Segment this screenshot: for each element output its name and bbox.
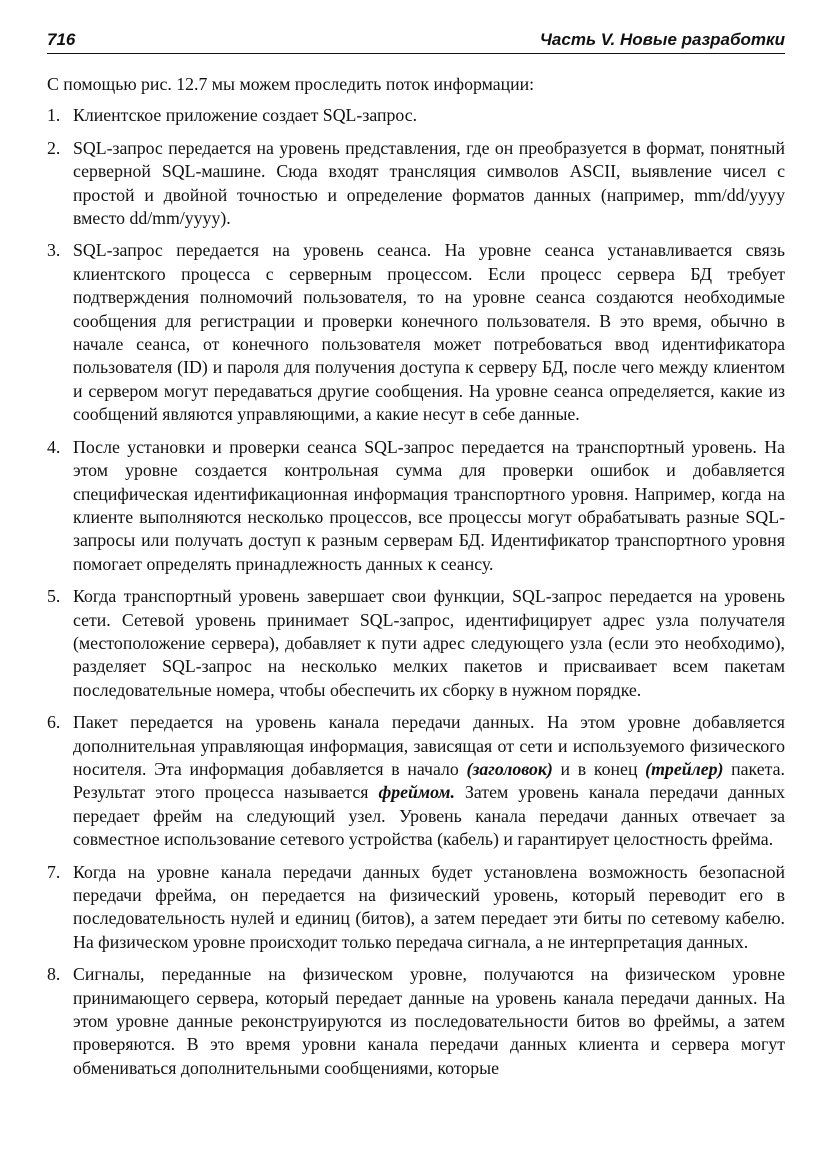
list-item-text [73,963,785,1080]
text-segment: Сигналы, переданные на физическом уровне, получаются на физическом уровне принимающего сервера, который передает данные на уровень канала передачи данных. На этом уровне данные реконструируются из последовательности битов во фреймы, а затем проверяются. В это время уровни канала передачи данных клиента и сервера могут обмениваться дополнительными сообщениями, которые [73,964,785,1078]
list-item-number: 1. [47,105,61,126]
text-segment: После установки и проверки сеанса SQL-запрос передается на транспортный уровень. На этом уровне создается контрольная сумма для проверки ошибок и добавляется специфическая идентификационная информация транспортного уровня. Например, когда на клиенте выполняются несколько процессов, все процессы могут обрабатывать разные SQL-запросы или получать доступ к разным серверам БД. Идентификатор транспортного уровня помогает определять принадлежность данных к сеансу. [73,436,785,574]
text-segment: Клиентское приложение создает SQL-запрос. [73,105,418,126]
list-item [47,585,785,702]
list-item [47,137,785,231]
list-item-text [73,239,785,426]
book-page [47,30,785,1089]
list-item [47,711,785,851]
emphasized-term: (заголовок) [466,758,553,779]
intro-paragraph: С помощью рис. 12.7 мы можем проследить поток информации: [47,74,535,94]
list-item-text [73,137,785,231]
emphasized-term: фреймом. [378,782,455,803]
numbered-list [47,104,785,1080]
text-segment: Когда на уровне канала передачи данных будет установлена возможность безопасной передачи фрейма, он передается на физический уровень, который переводит его в последовательность нулей и единиц (битов), а затем передает эти биты по сетевому кабелю. На физическом уровне происходит только передача сигнала, а не интерпретация данных. [73,861,785,952]
list-item-number: 2. [47,137,61,158]
text-segment: Когда транспортный уровень завершает свои функции, SQL-запрос передается на уровень сети. Сетевой уровень принимает SQL-запрос, идентифицирует адрес узла получателя (местоположение сервера), добавляет к пути адрес следующего узла (если это необходимо), разделяет SQL-запрос на несколько мелких пакетов и присваивает всем пакетам последовательные номера, чтобы обеспечить их сборку в нужном порядке. [73,586,785,700]
list-item-text [73,861,785,955]
list-item-number: 4. [47,436,61,457]
list-item-text [73,585,785,702]
list-item-number: 3. [47,240,61,261]
text-segment: и в конец [552,758,646,779]
list-item [47,963,785,1080]
running-head [47,30,785,54]
list-item-text [73,436,785,576]
text-segment: Затем уровень канала передачи данных передает фрейм на следующий узел. Уровень канала передачи данных отвечает за совместное использование сетевого устройства (кабель) и гарантирует целостность фрейма. [73,782,785,850]
list-item [47,861,785,955]
list-item-text [73,104,785,127]
text-segment: Пакет передается на уровень канала передачи данных. На этом уровне добавляется дополнительная управляющая информация, зависящая от сети и используемого физического носителя. Эта информация добавляется в начало [73,712,785,779]
list-item-text [73,711,785,851]
text-segment: SQL-запрос передается на уровень представления, где он преобразуется в формат, понятный серверной SQL-машине. Сюда входят трансляция символов ASCII, выявление чисел с простой и двойной точностью и определение форматов данных (например, mm/dd/yyyy вместо dd/mm/yyyy). [73,137,785,229]
text-segment: SQL-запрос передается на уровень сеанса. На уровне сеанса устанавливается связь клиентского процесса с серверным процессом. Если процесс сервера БД требует подтверждения полномочий пользователя, то на уровне сеанса создаются необходимые сообщения для регистрации и проверки конечного пользователя. В это время, обычно в начале сеанса, от конечного пользователя может потребоваться ввод идентификатора пользователя (ID) и пароля для получения доступа к серверу БД, после чего между клиентом и сервером могут передаваться другие сообщения. На уровне сеанса определяется, какие из сообщений являются управляющими, а какие несут в себе данные. [73,240,785,425]
list-item [47,104,785,127]
list-item-number: 5. [47,586,61,607]
page-number: 716 [47,30,76,49]
list-item-number: 6. [47,712,61,733]
list-item-number: 8. [47,964,61,985]
list-item [47,239,785,426]
text-segment: пакета. Результат этого процесса называется [73,758,785,803]
list-item [47,436,785,576]
list-item-number: 7. [47,861,61,882]
section-title: Часть V. Новые разработки [539,30,785,49]
emphasized-term: (трейлер) [645,758,724,779]
